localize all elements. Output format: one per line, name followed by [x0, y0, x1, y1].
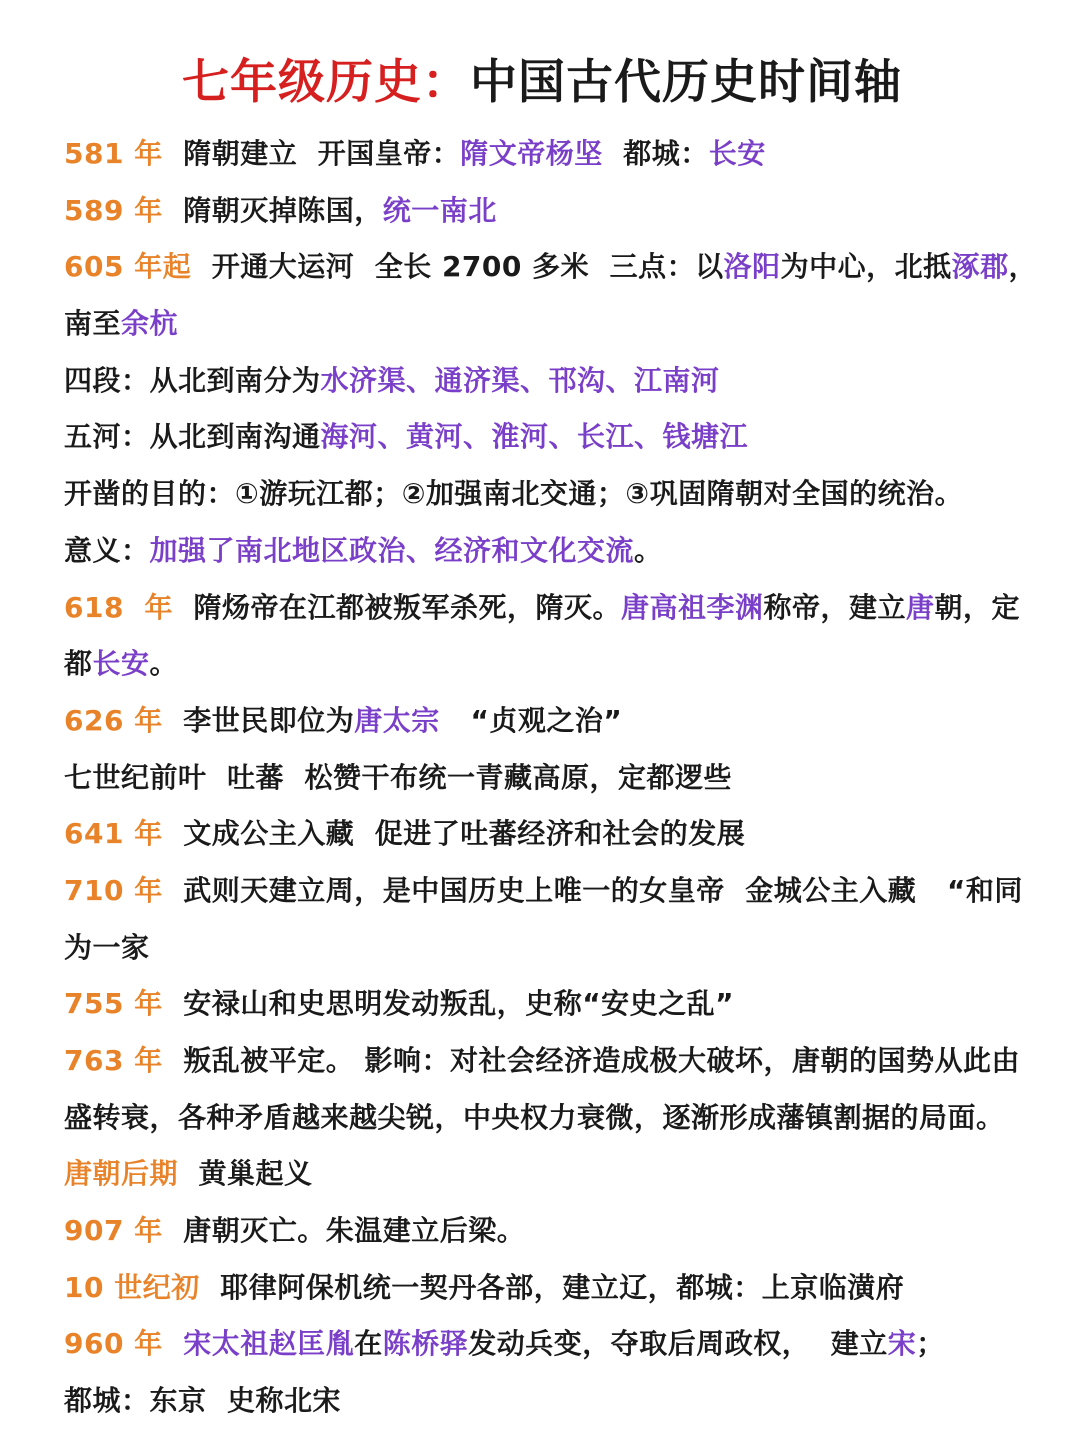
- timeline-date: 618 年: [64, 590, 184, 624]
- timeline-date: 763 年: [64, 1044, 173, 1077]
- timeline-line: [64, 863, 1023, 920]
- timeline-line: [64, 466, 1020, 523]
- body-text: [173, 1327, 183, 1360]
- body-text: 开通大运河 全长 2700 多米 三点：以: [191, 250, 724, 284]
- highlight-text: 宋太祖赵匡胤: [183, 1327, 355, 1361]
- body-text: 黄巢起义: [178, 1157, 313, 1191]
- title-topic: 中国古代历史时间轴: [470, 55, 902, 110]
- timeline-line: [64, 580, 1020, 637]
- body-text: 发动兵变，夺取后周政权， 建立: [468, 1327, 888, 1361]
- highlight-text: 加强了南北地区政治、经济和文化交流: [149, 533, 635, 567]
- timeline-line: [64, 806, 1020, 863]
- timeline-line: [64, 693, 1020, 750]
- body-text: 安禄山和史思明发动叛乱，史称“安史之乱”: [172, 987, 735, 1021]
- timeline-line: [64, 976, 1020, 1033]
- body-text: 意义：: [64, 533, 150, 567]
- body-text: 都城：: [602, 137, 709, 170]
- body-text: 在: [354, 1327, 383, 1361]
- body-text: 盛转衰，各种矛盾越来越尖锐，中央权力衰微，逐渐形成藩镇割据的局面。: [64, 1100, 1005, 1134]
- timeline-line: [64, 523, 1020, 580]
- highlight-text: 余杭: [121, 307, 179, 341]
- body-text: 称帝，建立: [763, 590, 906, 624]
- timeline-line: [64, 409, 1020, 466]
- highlight-text: 陈桥驿: [382, 1327, 469, 1361]
- timeline-line: [64, 1203, 1020, 1260]
- title-grade: 七年级历史：: [182, 55, 470, 110]
- timeline-line: [64, 353, 1020, 410]
- timeline-line: [64, 1146, 1020, 1203]
- highlight-text: 唐太宗: [354, 703, 440, 737]
- timeline-date: 626 年: [64, 703, 173, 737]
- body-text: 李世民即位为: [172, 703, 355, 737]
- timeline-line: [64, 750, 1020, 807]
- highlight-text: 宋: [887, 1327, 917, 1361]
- timeline-line: [64, 1260, 1020, 1317]
- timeline-date: 641 年: [64, 817, 173, 851]
- timeline-line: [64, 1316, 1020, 1373]
- timeline-date: 960 年: [64, 1327, 173, 1361]
- timeline-date: 755 年: [64, 987, 173, 1021]
- body-text: 叛乱被平定。 影响：对社会经济造成极大破坏，唐朝的国势从此由: [172, 1044, 1020, 1077]
- timeline-line: [64, 1373, 1020, 1430]
- timeline-date: 10 世纪初: [64, 1270, 200, 1304]
- timeline-line: [64, 1090, 1020, 1147]
- timeline-date: 907 年: [64, 1214, 173, 1248]
- body-text: “贞观之治”: [439, 703, 623, 737]
- timeline-line: [64, 920, 1020, 977]
- highlight-text: 唐高祖李渊: [620, 590, 764, 624]
- highlight-text: 涿郡: [951, 250, 1009, 284]
- body-text: 为中心，北抵: [780, 250, 952, 284]
- timeline-line: [64, 636, 1020, 693]
- highlight-text: 隋文帝杨坚: [460, 137, 603, 170]
- page-title: [64, 44, 1020, 122]
- body-text: 五河：从北到南沟通: [64, 420, 321, 454]
- highlight-text: 水济渠、通济渠、邗沟、江南河: [320, 363, 720, 397]
- body-text: 。: [634, 533, 663, 567]
- body-text: 文成公主入藏 促进了吐蕃经济和社会的发展: [172, 817, 746, 851]
- timeline-date: 589 年: [64, 193, 173, 227]
- body-text: 开凿的目的：①游玩江都；②加强南北交通；③巩固隋朝对全国的统治。: [64, 477, 964, 511]
- timeline-line: [64, 126, 1020, 183]
- body-text: 武则天建立周，是中国历史上唯一的女皇帝 金城公主入藏 “和同: [172, 873, 1023, 907]
- timeline-line: [64, 1033, 1020, 1090]
- body-text: 南至: [64, 307, 122, 341]
- highlight-text: 长安: [92, 647, 150, 681]
- timeline-line: [64, 183, 1020, 240]
- body-text: 都城：东京 史称北宋: [64, 1384, 341, 1418]
- body-text: 隋朝建立 开国皇帝：: [172, 137, 461, 170]
- body-text: 。: [149, 647, 179, 681]
- timeline-line: [64, 296, 1020, 353]
- body-text: 隋炀帝在江都被叛军杀死，隋灭。: [183, 590, 621, 624]
- timeline-date: 唐朝后期: [64, 1157, 179, 1191]
- body-text: 七世纪前叶 吐蕃 松赞干布统一青藏高原，定都逻些: [64, 760, 732, 794]
- timeline-date: 581 年: [64, 137, 173, 170]
- highlight-text: 统一南北: [382, 193, 497, 227]
- body-text: 为一家: [64, 930, 150, 964]
- body-text: 四段：从北到南分为: [64, 363, 321, 397]
- body-text: ；: [916, 1327, 945, 1361]
- highlight-text: 海河、黄河、淮河、长江、钱塘江: [320, 420, 749, 454]
- timeline-date: 605 年起: [64, 250, 192, 284]
- highlight-text: 长安: [708, 137, 766, 170]
- body-text: 耶律阿保机统一契丹各部，建立辽，都城：上京临潢府: [199, 1270, 905, 1304]
- highlight-text: 唐: [905, 590, 935, 624]
- body-text: 朝，定: [934, 590, 1021, 624]
- timeline: [64, 126, 1038, 1430]
- body-text: 唐朝灭亡。朱温建立后梁。: [172, 1214, 526, 1248]
- body-text: 隋朝灭掉陈国，: [172, 193, 383, 227]
- timeline-line: [64, 239, 1038, 296]
- highlight-text: 洛阳: [723, 250, 781, 284]
- body-text: ，: [1008, 250, 1038, 284]
- timeline-date: 710 年: [64, 873, 173, 907]
- body-text: 都: [64, 647, 93, 681]
